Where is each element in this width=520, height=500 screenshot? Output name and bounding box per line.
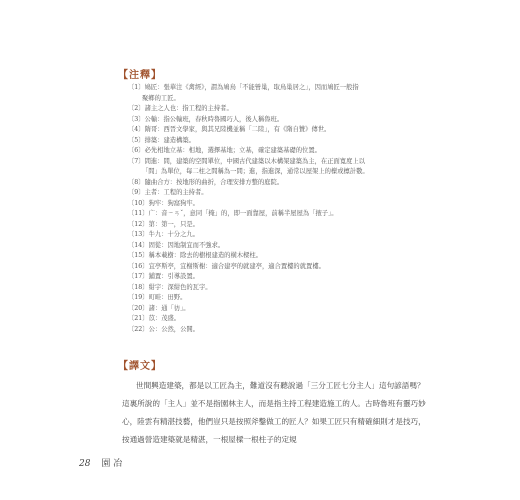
note-item: 〔7〕間進：間，建築的空間單位，中國古代建築以木構架建築為主，在正面寬度上以 「間」為單位，每二柱之間稱為一間；進，指進深，通常以屋架上的檁或檩計數。 xyxy=(128,157,369,175)
note-item: 〔9〕主者：工程的主持者。 xyxy=(128,189,208,196)
book-title: 園 冶 xyxy=(101,459,123,469)
note-item: 〔19〕町畦：田野。 xyxy=(128,294,187,301)
note-item: 〔16〕宜亭斯亭，宜榭斯榭：適合建亭的就建亭，適合置樓的就置樓。 xyxy=(128,262,325,270)
note-item: 〔18〕紺宇：深紺色的瓦宇。 xyxy=(128,283,212,291)
note-item: 〔21〕苡：茂盛。 xyxy=(128,315,181,322)
translation-heading: 【譯文】 xyxy=(118,361,162,372)
translation-body xyxy=(122,377,432,449)
note-item: 〔17〕鋪置：引導設置。 xyxy=(128,273,199,280)
notes-heading: 【注釋】 xyxy=(118,70,162,81)
notes-list xyxy=(128,83,428,335)
note-item: 〔3〕公輸：指公輸班，春秋時魯國巧人，後人稱魯班。 xyxy=(128,115,284,123)
note-item: 〔5〕排築：建造構築。 xyxy=(128,136,195,144)
page-number: 28 xyxy=(79,459,91,469)
note-item: 〔13〕牛九：十分之九。 xyxy=(128,231,199,238)
note-item: 〔12〕第：第一，只是。 xyxy=(128,220,199,228)
note-item: 〔6〕必先相地立基：相地，選擇基地；立基，確定建築基礎的位置。 xyxy=(128,147,321,154)
note-item: 〔11〕广：音ㄧㄢˇ，意同「掩」的，即一面靠屋，前稱半屋屋為「掖子」。 xyxy=(128,210,338,217)
note-item: 〔10〕狗牢：狗窩狗牢。 xyxy=(128,199,199,207)
note-item: 〔14〕固從：因地制宜而不強求。 xyxy=(128,241,225,249)
note-item: 〔8〕隨曲合方：按地形的曲折，合理安排方整的庭院。 xyxy=(128,178,284,186)
note-item: 〔4〕隋哥：西晉文學家，與其兄陸機並稱「二陸」，有《隋自贊》傳世。 xyxy=(128,126,331,133)
note-item: 〔20〕諸：通「彷」。 xyxy=(128,304,190,312)
note-item: 〔22〕公：公然，公開。 xyxy=(128,325,199,333)
note-item: 〔15〕稱本載樹：除去的樹根建造的橫木樑柱。 xyxy=(128,252,262,259)
note-item: 〔2〕諸主之人也：指工程的主持者。 xyxy=(128,105,233,112)
page-footer xyxy=(79,456,122,469)
note-item: 〔1〕鳩匠：張華注《禽經》，謂為鳩鳥「不能營巢，取鳥巢居之」，因而鳩匠一般指 聚鄉的工匠。 xyxy=(128,84,359,102)
translation-paragraph: 世間興造建築，都是以工匠為主，難道沒有聽說過「三分工匠七分主人」這句諺語嗎？這裏所說的「主人」並不是指園林主人，而是指主持工程建造施工的人。古時魯班有靈巧妙心，陸雲有精湛技藝，他們豈只是按照斧鑿做工的匠人？如果工匠只有精確細則才是技巧，按通過營造建築就是精湛，一根屋樑一根柱子的定規 xyxy=(122,381,426,444)
